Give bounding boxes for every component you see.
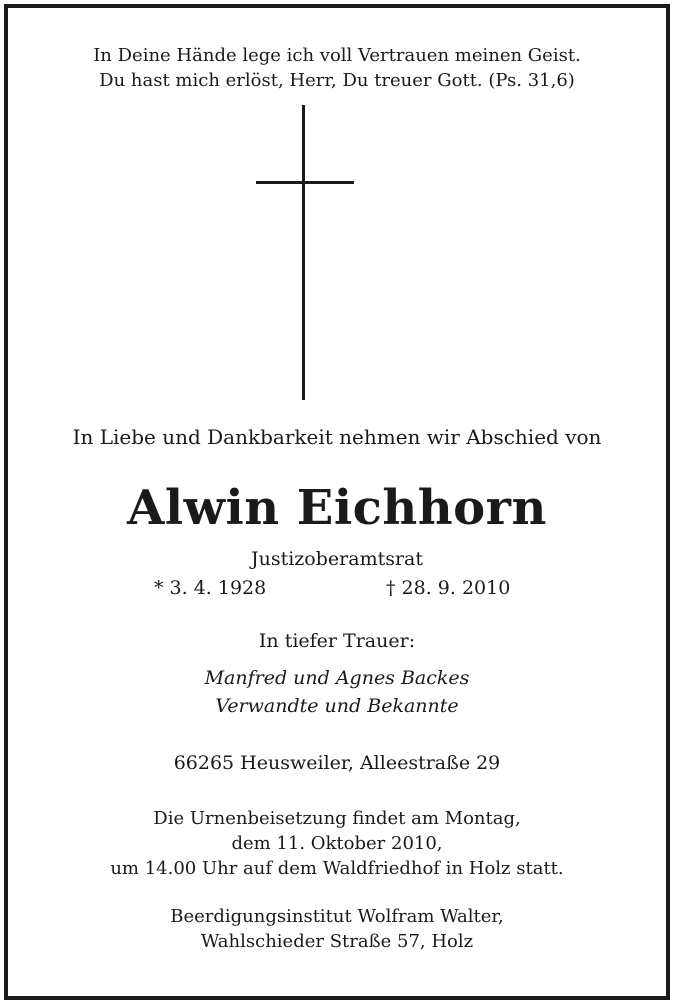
farewell-intro: In Liebe und Dankbarkeit nehmen wir Abschied von — [72, 425, 602, 449]
undertaker-line-1: Beerdigungsinstitut Wolfram Walter, — [170, 906, 504, 927]
verse-line-1: In Deine Hände lege ich voll Vertrauen meinen Geist. — [93, 45, 581, 66]
birth-date: * 3. 4. 1928 — [154, 577, 267, 599]
deceased-title: Justizoberamtsrat — [250, 548, 424, 570]
cross-vertical-bar — [302, 105, 305, 400]
death-date: † 28. 9. 2010 — [386, 577, 511, 599]
verse-line-2: Du hast mich erlöst, Herr, Du treuer Gott. (Ps. 31,6) — [99, 70, 575, 91]
cross-horizontal-bar — [256, 181, 354, 184]
ceremony-line-2: dem 11. Oktober 2010, — [231, 833, 443, 854]
mourners-heading: In tiefer Trauer: — [258, 630, 416, 652]
mourner-line-2: Verwandte und Bekannte — [215, 695, 459, 717]
mourner-line-1: Manfred und Agnes Backes — [204, 667, 470, 689]
undertaker-line-2: Wahlschieder Straße 57, Holz — [200, 931, 474, 952]
mourner-address: 66265 Heusweiler, Alleestraße 29 — [173, 752, 501, 774]
deceased-name: Alwin Eichhorn — [127, 480, 547, 536]
ceremony-line-3: um 14.00 Uhr auf dem Waldfriedhof in Holz statt. — [110, 858, 564, 879]
ceremony-line-1: Die Urnenbeisetzung findet am Montag, — [153, 808, 521, 829]
